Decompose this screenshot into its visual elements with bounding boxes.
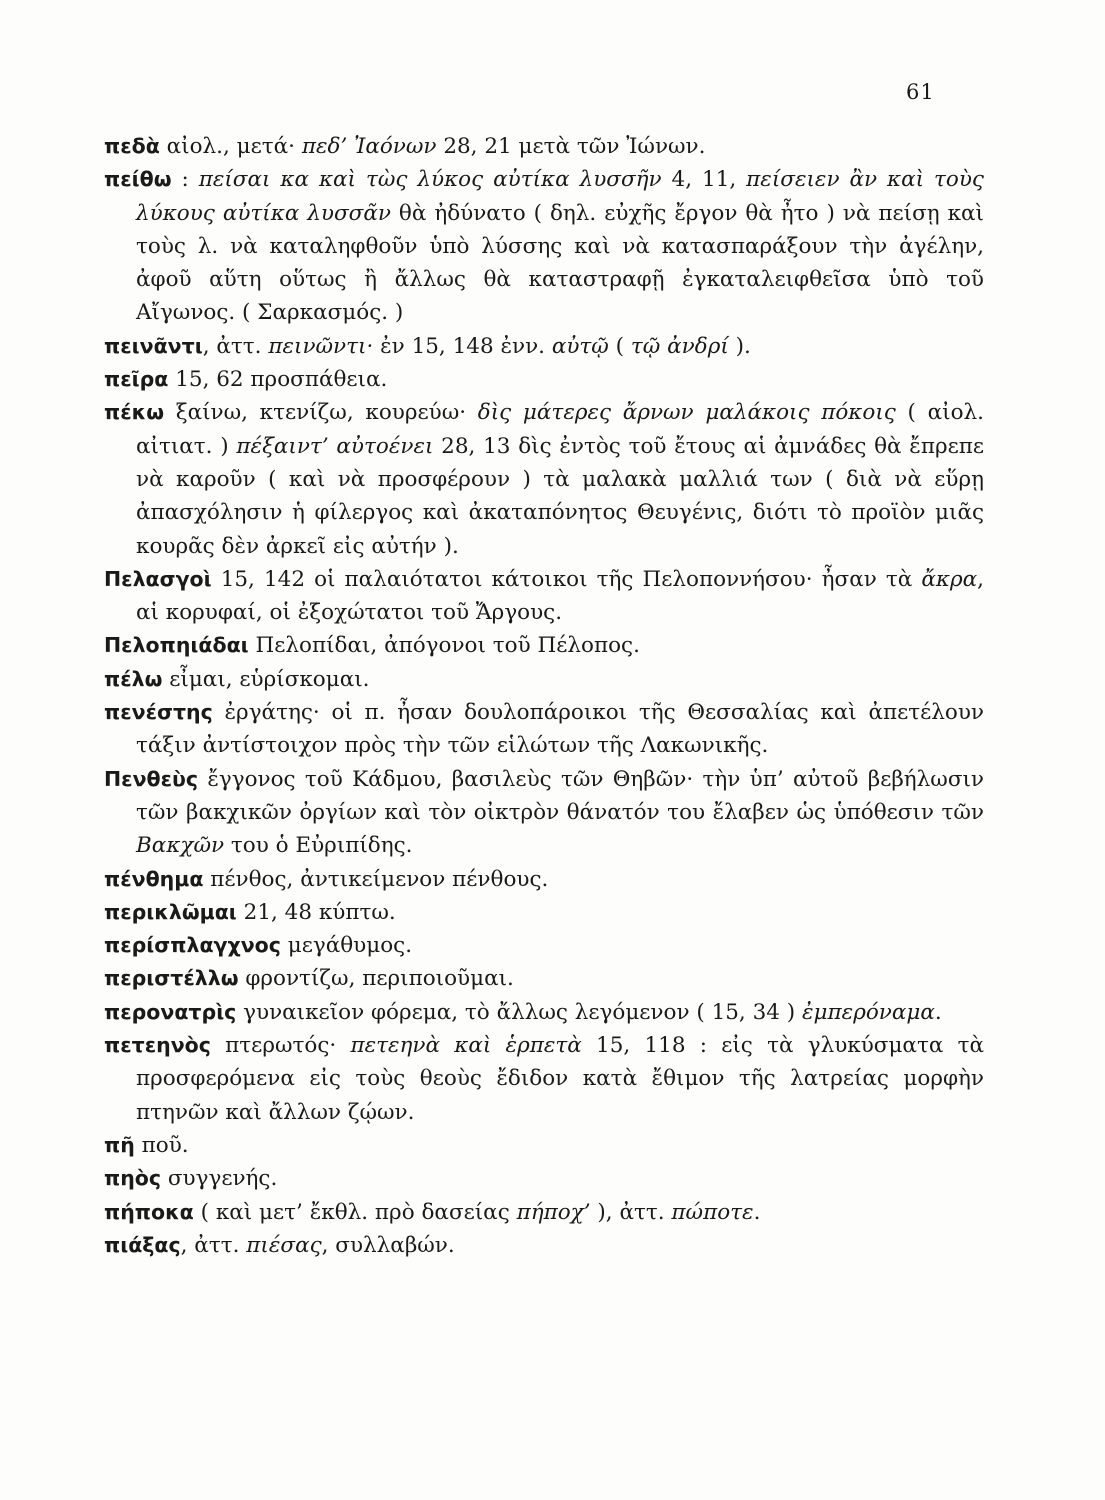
entry-pelo [104,663,984,696]
entry-text: ( [608,333,631,359]
quotation: ἄκρα [921,566,978,592]
entry-peira [104,363,984,396]
headword: πενέστης [104,700,213,725]
entry-periklomai [104,896,984,929]
entry-text: , ἀττ. [180,1232,247,1258]
entry-text: ( αἰολ. αἰτιατ. ) [136,400,984,459]
headword: πεδὰ [104,134,160,158]
entry-text: ἐργάτης· οἱ π. ἦσαν δουλοπάροικοι τῆς Θεσσαλίας καὶ ἀπετέλουν τάξιν ἀντίστοιχον πρὸς τὴν τῶν εἱλώτων τῆς Λακωνικῆς. [136,700,984,759]
headword: πείθω [104,167,172,192]
entry-text: του ὁ Εὐριπίδης. [224,833,413,859]
entry-text: φροντίζω, περιποιοῦμαι. [238,966,514,992]
headword: περικλῶμαι [104,899,237,924]
entry-pentheus [104,763,984,863]
entry-peko [104,396,984,562]
quotation: ἐμπερόναμα [802,999,935,1025]
entry-text: εἶμαι, εὑρίσκομαι. [162,666,370,692]
entry-pelasgoi [104,563,984,630]
quotation: πείσειεν ἂν καὶ τοὺς λύκους αὐτίκα λυσσᾶν [136,167,984,226]
entry-text: ἐν 15, 148 ἐνν. [373,333,552,359]
entry-text: αἰολ., μετά· [159,134,302,159]
entry-text: . [753,1199,761,1225]
entry-peos [104,1162,984,1195]
headword: περιστέλλω [104,966,239,991]
headword: πέκω [104,400,165,425]
entry-text: ( καὶ μετ’ ἔκθλ. πρὸ δασείας [193,1199,517,1225]
entry-text: πτερωτός· [210,1033,351,1059]
entry-piaxas [104,1229,984,1262]
entry-text: μεγάθυμος. [280,933,413,959]
entry-peteenos [104,1029,984,1129]
page-number: 61 [906,80,935,104]
quotation: πέξαιντ’ αὐτοένει [236,433,434,459]
quotation: δὶς μάτερες ἄρνων μαλάκοις πόκοις [477,400,896,426]
headword: Πελασγοὶ [104,566,212,591]
headword: πιάξας [104,1232,181,1257]
entry-text: ποῦ. [134,1132,189,1158]
quotation: πετεηνὰ καὶ ἑρπετὰ [350,1033,582,1059]
quotation: πώποτε [671,1199,754,1225]
headword: περονατρὶς [104,999,237,1024]
headword: πῆ [104,1132,135,1157]
entry-text: : [171,167,199,193]
entry-text: 28, 13 δὶς ἐντὸς τοῦ ἔτους αἱ ἀμνάδες θὰ ἔπρεπε νὰ καροῦν ( καὶ νὰ προσφέρουν ) τὰ μαλακὰ μαλλιά των ( διὰ νὰ εὕρῃ ἀπασχόλησιν ἡ φίλεργος καὶ ἀκαταπόνητος Θευγένις, διότι τὸ προϊὸν μιᾶς κουρᾶς δὲν ἀρκεῖ εἰς αὐτήν ). [136,433,985,559]
entry-text: . [934,999,942,1025]
entry-peinanti [104,330,984,363]
entry-text: συγγενής. [161,1166,278,1192]
entry-text: 4, 11, [661,167,747,193]
entry-pe [104,1129,984,1162]
headword: πέλω [104,666,163,691]
entry-peitho [104,163,984,329]
entry-text: θὰ ἠδύνατο ( δηλ. εὐχῆς ἔργον θὰ ἦτο ) νὰ πείσῃ καὶ τοὺς λ. νὰ καταληφθοῦν ὑπὸ λύσσης καὶ νὰ κατασπαράξουν τὴν ἀγέλην, ἀφοῦ αὕτη οὕτως ἢ ἄλλως θὰ καταστραφῇ ἐγκαταλειφθεῖσα ὑπὸ τοῦ Αἴγωνος. ( Σαρκασμός. ) [136,200,984,326]
entry-pelopeiadai [104,629,984,662]
entry-text: 15, 118 : εἰς τὰ γλυκύσματα τὰ προσφερόμενα εἰς τοὺς θεοὺς ἔδιδον κατὰ ἔθιμον τῆς λατρείας μορφὴν πτηνῶν καὶ ἄλλων ζῴων. [136,1033,985,1125]
entry-peronatris [104,996,984,1029]
entry-perisplanchnos [104,929,984,962]
entry-peristello [104,962,984,995]
entry-text: ). [728,333,751,359]
entry-text: ), ἀττ. [590,1199,672,1225]
quotation: πεινῶντι· [268,333,374,359]
entry-penthema [104,863,984,896]
entry-text: 15, 62 προσπάθεια. [168,367,388,393]
entry-text: , ἀττ. [202,333,269,359]
entry-penestes [104,696,984,763]
glossary-entries [104,130,984,1262]
entry-text: 15, 142 οἱ παλαιότατοι κάτοικοι τῆς Πελοποννήσου· ἦσαν τὰ [211,566,922,592]
quotation: αὐτῷ [551,333,609,359]
entry-text: , συλλαβών. [321,1232,455,1258]
entry-pepoka [104,1196,984,1229]
headword: πένθημα [104,866,204,891]
entry-text: , αἱ κορυφαί, οἱ ἐξοχώτατοι τοῦ Ἄργους. [136,566,984,626]
headword: πήποκα [104,1199,194,1224]
entry-text: ξαίνω, κτενίζω, κουρεύω· [164,400,478,426]
entry-text: ἔγγονος τοῦ Κάδμου, βασιλεὺς τῶν Θηβῶν· τὴν ὑπ’ αὐτοῦ βεβήλωσιν τῶν βακχικῶν ὀργίων καὶ τὸν οἰκτρὸν θάνατόν του ἔλαβεν ὡς ὑπόθεσιν τῶν [136,766,984,825]
entry-text: πένθος, ἀντικείμενον πένθους. [203,866,549,892]
quotation: πεδ’ Ἰαόνων [301,134,437,159]
headword: Πενθεὺς [104,766,199,791]
headword: περίσπλαγχνος [104,933,281,958]
headword: πεινᾶντι [104,333,203,358]
quotation: Βακχῶν [136,833,225,859]
quotation: πήποχ’ [516,1199,591,1225]
headword: πεῖρα [104,367,169,392]
entry-peda [104,130,984,163]
quotation: τῷ ἀνδρί [630,333,729,359]
quotation: πείσαι κα καὶ τὼς λύκος αὐτίκα λυσσῆν [198,167,662,193]
headword: πετεηνὸς [104,1033,211,1058]
entry-text: γυναικεῖον φόρεμα, τὸ ἄλλως λεγόμενον ( 15, 34 ) [236,999,803,1025]
entry-text: 21, 48 κύπτω. [236,899,396,925]
headword: Πελοπηιάδαι [104,633,249,658]
entry-text: Πελοπίδαι, ἀπόγονοι τοῦ Πέλοπος. [248,633,640,659]
headword: πηὸς [104,1166,162,1191]
quotation: πιέσας [246,1232,322,1258]
entry-text: 28, 21 μετὰ τῶν Ἰώνων. [436,134,706,159]
